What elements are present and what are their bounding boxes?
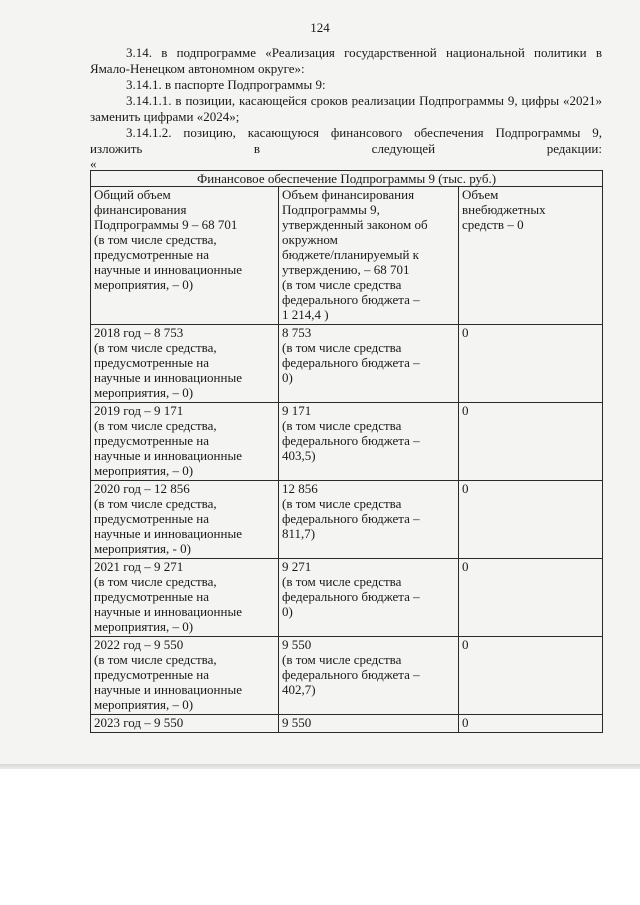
cell-year-total: 2019 год – 9 171 (в том числе средства, предусмотренные на научные и инновационные мероприятия, – 0)	[91, 403, 279, 481]
cell-extrabudgetary: 0	[459, 325, 603, 403]
paragraph-3-14-1: 3.14.1. в паспорте Подпрограммы 9:	[126, 77, 326, 92]
table-row	[91, 637, 603, 715]
paragraph-3-14: 3.14. в подпрограмме «Реализация государственной национальной политики в Ямало-Ненецком автономном округе»:	[90, 45, 602, 76]
cell-extrabudgetary: 0	[459, 403, 603, 481]
cell-budget: 12 856 (в том числе средства федерального бюджета – 811,7)	[279, 481, 459, 559]
table-caption-row	[91, 171, 603, 187]
paragraph-3-14-1-1: 3.14.1.1. в позиции, касающейся сроков реализации Подпрограммы 9, цифры «2021» заменить цифрами «2024»;	[90, 93, 602, 124]
cell-budget: 9 550	[279, 715, 459, 733]
paragraph-3-14-1-2: 3.14.1.2. позицию, касающуюся финансового обеспечения Подпрограммы 9, изложить в следующей редакции:	[90, 125, 602, 156]
financing-table	[90, 170, 603, 733]
cell-year-total: 2021 год – 9 271 (в том числе средства, предусмотренные на научные и инновационные мероприятия, – 0)	[91, 559, 279, 637]
cell-extrabudgetary: 0	[459, 481, 603, 559]
cell-extrabudgetary: 0	[459, 637, 603, 715]
cell-budget: 9 271 (в том числе средства федерального бюджета – 0)	[279, 559, 459, 637]
table-caption: Финансовое обеспечение Подпрограммы 9 (тыс. руб.)	[91, 171, 603, 187]
cell-year-total: 2022 год – 9 550 (в том числе средства, предусмотренные на научные и инновационные мероприятия, – 0)	[91, 637, 279, 715]
cell-year-total: 2020 год – 12 856 (в том числе средства, предусмотренные на научные и инновационные мероприятия, - 0)	[91, 481, 279, 559]
table-row	[91, 715, 603, 733]
table-header-row	[91, 187, 603, 325]
cell-extrabudgetary: 0	[459, 559, 603, 637]
page-number: 124	[310, 20, 330, 35]
table-row	[91, 559, 603, 637]
cell-extrabudgetary: 0	[459, 715, 603, 733]
header-total-financing: Общий объем финансирования Подпрограммы 9 – 68 701 (в том числе средства, предусмотренные на научные и инновационные мероприятия, – 0)	[91, 187, 279, 325]
cell-year-total: 2018 год – 8 753 (в том числе средства, предусмотренные на научные и инновационные мероприятия, – 0)	[91, 325, 279, 403]
header-extrabudgetary: Объем внебюджетных средств – 0	[459, 187, 603, 325]
page-bottom-edge	[0, 764, 640, 769]
cell-budget: 9 171 (в том числе средства федерального бюджета – 403,5)	[279, 403, 459, 481]
document-body	[90, 45, 602, 733]
table-row	[91, 325, 603, 403]
opening-quote: «	[90, 156, 97, 171]
table-row	[91, 481, 603, 559]
cell-budget: 9 550 (в том числе средства федерального бюджета – 402,7)	[279, 637, 459, 715]
cell-year-total: 2023 год – 9 550	[91, 715, 279, 733]
cell-budget: 8 753 (в том числе средства федерального бюджета – 0)	[279, 325, 459, 403]
header-budget-financing: Объем финансирования Подпрограммы 9, утвержденный законом об окружном бюджете/планируемый к утверждению, – 68 701 (в том числе средства федерального бюджета – 1 214,4 )	[279, 187, 459, 325]
table-row	[91, 403, 603, 481]
